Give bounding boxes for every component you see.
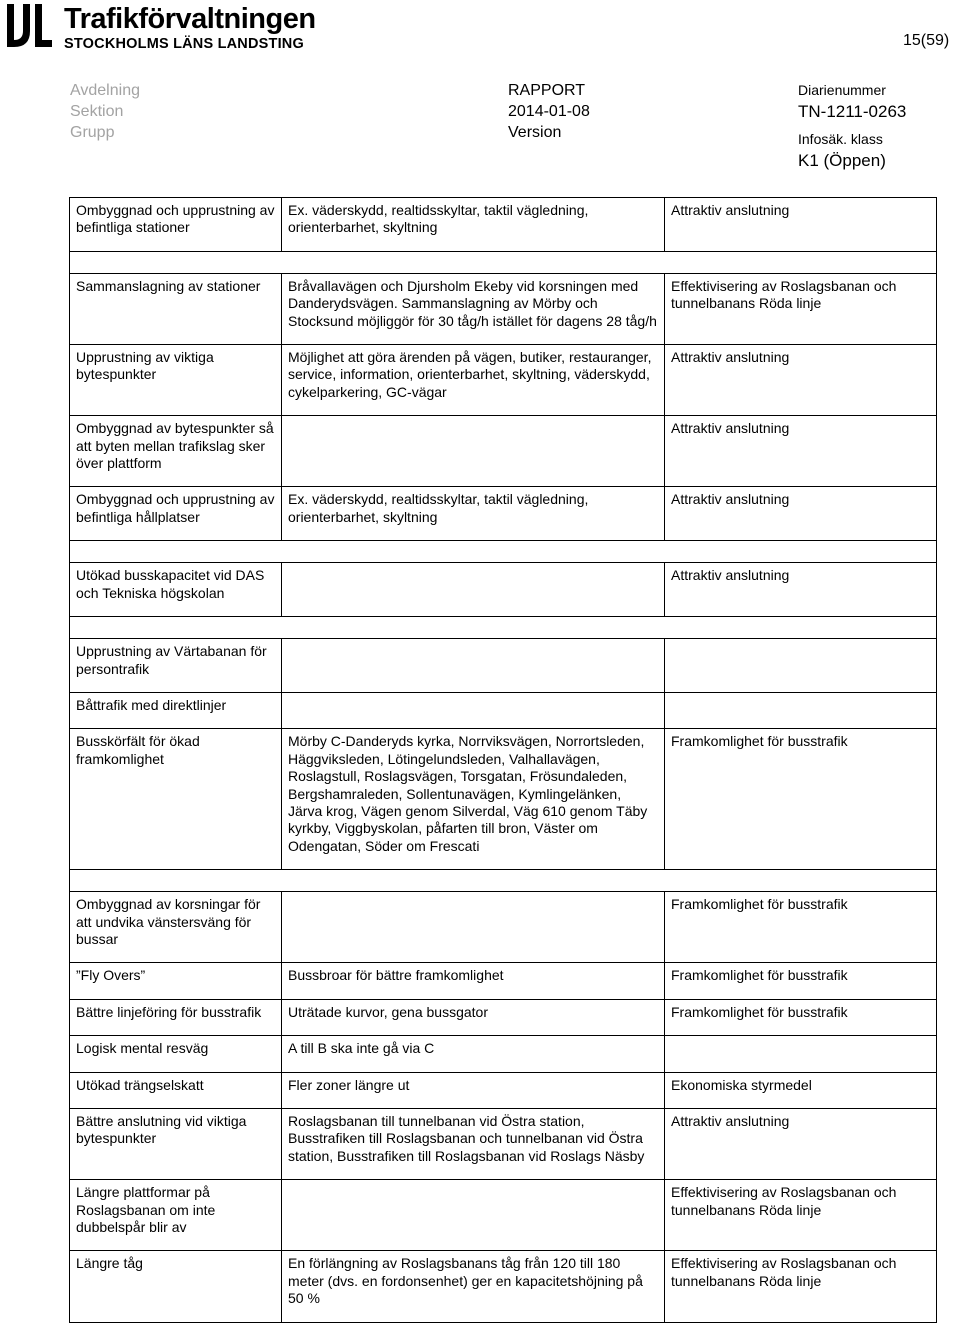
table-row <box>70 692 937 728</box>
header-column-registry <box>798 80 906 171</box>
effect-cell: Attraktiv anslutning <box>665 345 937 416</box>
table-row <box>70 273 937 344</box>
table-row <box>70 999 937 1035</box>
row-spacer <box>70 617 937 639</box>
description-cell: En förlängning av Roslagsbanans tåg från 120 till 180 meter (dvs. en fordonsenhet) ger en kapacitetshöjning på 50 % <box>282 1251 665 1322</box>
effect-cell: Attraktiv anslutning <box>665 563 937 617</box>
measures-table <box>69 197 937 1323</box>
header-column-department <box>70 80 140 143</box>
table-row <box>70 487 937 541</box>
table-row <box>70 198 937 252</box>
department-field: Avdelning <box>70 82 140 99</box>
table-row <box>70 563 937 617</box>
effect-cell <box>665 1036 937 1072</box>
effect-cell <box>665 639 937 693</box>
description-cell <box>282 1180 665 1251</box>
table-row <box>70 639 937 693</box>
measure-cell: Ombyggnad och upprustning av befintliga hållplatser <box>70 487 282 541</box>
measure-cell: Upprustning av viktiga bytespunkter <box>70 345 282 416</box>
description-cell <box>282 692 665 728</box>
table-row <box>70 892 937 963</box>
measure-cell: Utökad trängselskatt <box>70 1072 282 1108</box>
diarienummer-label: Diarienummer <box>798 82 886 98</box>
page-number: 15(59) <box>903 32 950 49</box>
description-cell: Ex. väderskydd, realtidsskyltar, taktil vägledning, orienterbarhet, skyltning <box>282 487 665 541</box>
table-row <box>70 345 937 416</box>
infosak-value: K1 (Öppen) <box>798 151 886 170</box>
measure-cell: Sammanslagning av stationer <box>70 273 282 344</box>
description-cell: Roslagsbanan till tunnelbanan vid Östra station, Busstrafiken till Roslagsbanan och tunnelbanan vid Östra station, Busstrafiken till Roslagsbanan vid Roslags Näsby <box>282 1109 665 1180</box>
effect-cell: Framkomlighet för busstrafik <box>665 999 937 1035</box>
doc-version: Version <box>508 124 562 141</box>
spacer-cell <box>70 617 937 639</box>
table-row <box>70 1180 937 1251</box>
effect-cell: Attraktiv anslutning <box>665 1109 937 1180</box>
effect-cell: Attraktiv anslutning <box>665 416 937 487</box>
table-row <box>70 1072 937 1108</box>
description-cell: Ex. väderskydd, realtidsskyltar, taktil vägledning, orienterbarhet, skyltning <box>282 198 665 252</box>
description-cell: Bussbroar för bättre framkomlighet <box>282 963 665 999</box>
header-column-document <box>508 80 590 143</box>
diarienummer-value: TN-1211-0263 <box>798 102 907 121</box>
table-row <box>70 1109 937 1180</box>
infosak-label: Infosäk. klass <box>798 131 883 147</box>
effect-cell: Attraktiv anslutning <box>665 487 937 541</box>
spacer-cell <box>70 870 937 892</box>
effect-cell: Framkomlighet för busstrafik <box>665 892 937 963</box>
measure-cell: Längre plattformar på Roslagsbanan om inte dubbelspår blir av <box>70 1180 282 1251</box>
table-row <box>70 416 937 487</box>
landsting-logo-icon <box>4 3 54 49</box>
effect-cell: Framkomlighet för busstrafik <box>665 729 937 870</box>
effect-cell: Ekonomiska styrmedel <box>665 1072 937 1108</box>
measure-cell: Längre tåg <box>70 1251 282 1322</box>
org-subtitle: STOCKHOLMS LÄNS LANDSTING <box>64 36 304 52</box>
description-cell <box>282 416 665 487</box>
table-row <box>70 963 937 999</box>
row-spacer <box>70 870 937 892</box>
description-cell: Fler zoner längre ut <box>282 1072 665 1108</box>
measure-cell: Bättre anslutning vid viktiga bytespunkter <box>70 1109 282 1180</box>
measure-cell: Utökad busskapacitet vid DAS och Tekniska högskolan <box>70 563 282 617</box>
measure-cell: Båttrafik med direktlinjer <box>70 692 282 728</box>
effect-cell: Framkomlighet för busstrafik <box>665 963 937 999</box>
measure-cell: ”Fly Overs” <box>70 963 282 999</box>
row-spacer <box>70 251 937 273</box>
description-cell: Bråvallavägen och Djursholm Ekeby vid korsningen med Danderydsvägen. Sammanslagning av Mörby och Stocksund möjliggör för 30 tåg/h istället för dagens 28 tåg/h <box>282 273 665 344</box>
measure-cell: Ombyggnad av bytespunkter så att byten mellan trafikslag sker över plattform <box>70 416 282 487</box>
measure-cell: Busskörfält för ökad framkomlighet <box>70 729 282 870</box>
section-field: Sektion <box>70 103 124 120</box>
effect-cell <box>665 692 937 728</box>
measure-cell: Ombyggnad av korsningar för att undvika vänstersväng för bussar <box>70 892 282 963</box>
description-cell: Uträtade kurvor, gena bussgator <box>282 999 665 1035</box>
table-row <box>70 1036 937 1072</box>
org-name: Trafikförvaltningen <box>64 3 316 35</box>
measure-cell: Bättre linjeföring för busstrafik <box>70 999 282 1035</box>
effect-cell: Effektivisering av Roslagsbanan och tunnelbanans Röda linje <box>665 1251 937 1322</box>
doc-type: RAPPORT <box>508 82 586 99</box>
doc-date: 2014-01-08 <box>508 103 590 120</box>
description-cell: A till B ska inte gå via C <box>282 1036 665 1072</box>
group-field: Grupp <box>70 124 115 141</box>
description-cell <box>282 563 665 617</box>
description-cell <box>282 892 665 963</box>
description-cell <box>282 639 665 693</box>
description-cell: Mörby C-Danderyds kyrka, Norrviksvägen, Norrortsleden, Häggviksleden, Lötingelundsleden, Valhallavägen, Roslagstull, Roslagsvägen, Torsgatan, Frösundaleden, Bergshamraleden, Sollentunavägen, Kymlingelänken, Järva krog, Vägen genom Silverdal, Väg 610 genom Täby kyrkby, Viggbyskolan, påfarten till bron, Väster om Odengatan, Söder om Frescati <box>282 729 665 870</box>
effect-cell: Attraktiv anslutning <box>665 198 937 252</box>
effect-cell: Effektivisering av Roslagsbanan och tunnelbanans Röda linje <box>665 1180 937 1251</box>
spacer-cell <box>70 251 937 273</box>
table-row <box>70 729 937 870</box>
spacer-cell <box>70 541 937 563</box>
table-row <box>70 1251 937 1322</box>
row-spacer <box>70 541 937 563</box>
measure-cell: Logisk mental resväg <box>70 1036 282 1072</box>
effect-cell: Effektivisering av Roslagsbanan och tunnelbanans Röda linje <box>665 273 937 344</box>
measure-cell: Ombyggnad och upprustning av befintliga stationer <box>70 198 282 252</box>
description-cell: Möjlighet att göra ärenden på vägen, butiker, restauranger, service, information, orienterbarhet, skyltning, väderskydd, cykelparkering, GC-vägar <box>282 345 665 416</box>
measure-cell: Upprustning av Värtabanan för persontrafik <box>70 639 282 693</box>
